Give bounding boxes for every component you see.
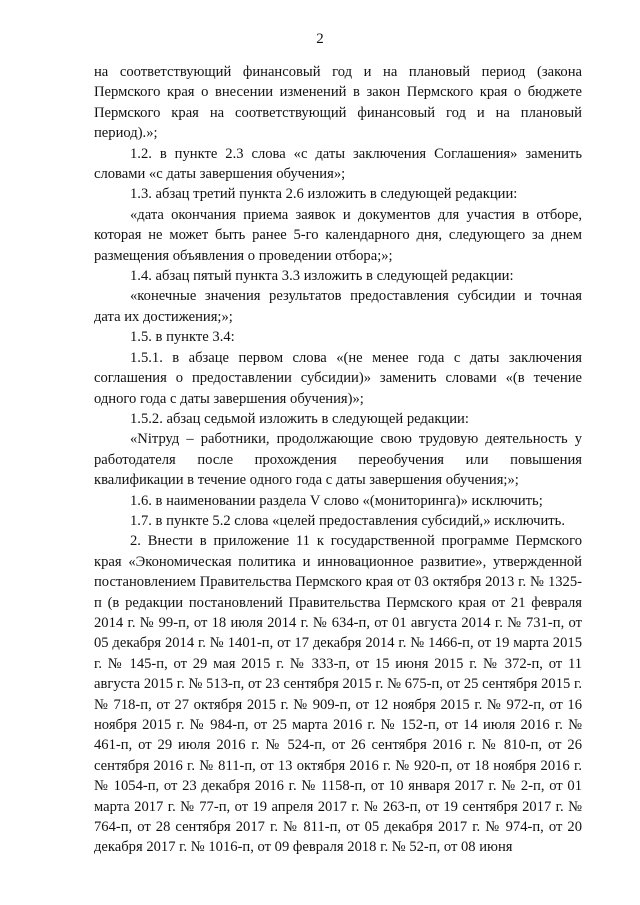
paragraph-1-7: 1.7. в пункте 5.2 слова «целей предоставления субсидий,» исключить. <box>130 512 565 529</box>
page-number: 2 <box>316 31 324 47</box>
document-body <box>94 62 582 858</box>
paragraph-1-3-quote: «дата окончания приема заявок и документов для участия в отборе, которая не может быть ранее 5-го календарного дня, следующего за днем размещения объявления о проведении отбора;»; <box>94 206 582 264</box>
paragraph-1-4: 1.4. абзац пятый пункта 3.3 изложить в следующей редакции: <box>130 268 514 285</box>
paragraph-continuation: на соответствующий финансовый год и на плановый период (закона Пермского края о внесении изменений в закон Пермского края о бюджете Пермского края на соответствующий финансовый год и на плановый период).»; <box>94 64 582 142</box>
paragraph-1-5: 1.5. в пункте 3.4: <box>130 329 235 346</box>
paragraph-1-5-1: 1.5.1. в абзаце первом слова «(не менее года с даты заключения соглашения о предоставлении субсидии)» заменить словами «(в течение одного года с даты завершения обучения)»; <box>94 349 582 407</box>
paragraph-2: 2. Внести в приложение 11 к государственной программе Пермского края «Экономическая политика и инновационное развитие», утвержденной постановлением Правительства Пермского края от 03 октября 2013 г. № 1325-п (в редакции постановлений Правительства Пермского края от 21 февраля 2014 г. № 99-п, от 18 июля 2014 г. № 634-п, от 01 августа 2014 г. № 731-п, от 05 декабря 2014 г. № 1401-п, от 17 декабря 2014 г. № 1466-п, от 19 марта 2015 г. № 145-п, от 29 мая 2015 г. № 333-п, от 15 июня 2015 г. № 372-п, от 11 августа 2015 г. № 513-п, от 23 сентября 2015 г. № 675-п, от 25 сентября 2015 г. № 718-п, от 27 октября 2015 г. № 909-п, от 12 ноября 2015 г. № 972-п, от 16 ноября 2015 г. № 984-п, от 25 марта 2016 г. № 152-п, от 14 июля 2016 г. № 461-п, от 29 июля 2016 г. № 524-п, от 26 сентября 2016 г. № 810-п, от 26 сентября 2016 г. № 811-п, от 13 октября 2016 г. № 920-п, от 18 ноября 2016 г. № 1054-п, от 23 декабря 2016 г. № 1158-п, от 10 января 2017 г. № 2-п, от 01 марта 2017 г. № 77-п, от 19 апреля 2017 г. № 263-п, от 19 сентября 2017 г. № 764-п, от 28 сентября 2017 г. № 811-п, от 05 декабря 2017 г. № 974-п, от 20 декабря 2017 г. № 1016-п, от 09 февраля 2018 г. № 52-п, от 08 июня <box>94 533 582 856</box>
paragraph-1-6: 1.6. в наименовании раздела V слово «(мониторинга)» исключить; <box>130 492 543 509</box>
paragraph-1-4-quote: «конечные значения результатов предоставления субсидии и точная дата их достижения;»; <box>94 288 582 325</box>
paragraph-1-5-2: 1.5.2. абзац седьмой изложить в следующей редакции: <box>130 410 469 427</box>
paragraph-1-5-2-quote: «Niтруд – работники, продолжающие свою трудовую деятельность у работодателя после прохождения переобучения или повышения квалификации в течение одного года с даты завершения обучения;»; <box>94 431 582 489</box>
paragraph-1-2: 1.2. в пункте 2.3 слова «с даты заключения Соглашения» заменить словами «с даты завершения обучения»; <box>94 145 582 183</box>
paragraph-1-3: 1.3. абзац третий пункта 2.6 изложить в следующей редакции: <box>130 186 518 203</box>
